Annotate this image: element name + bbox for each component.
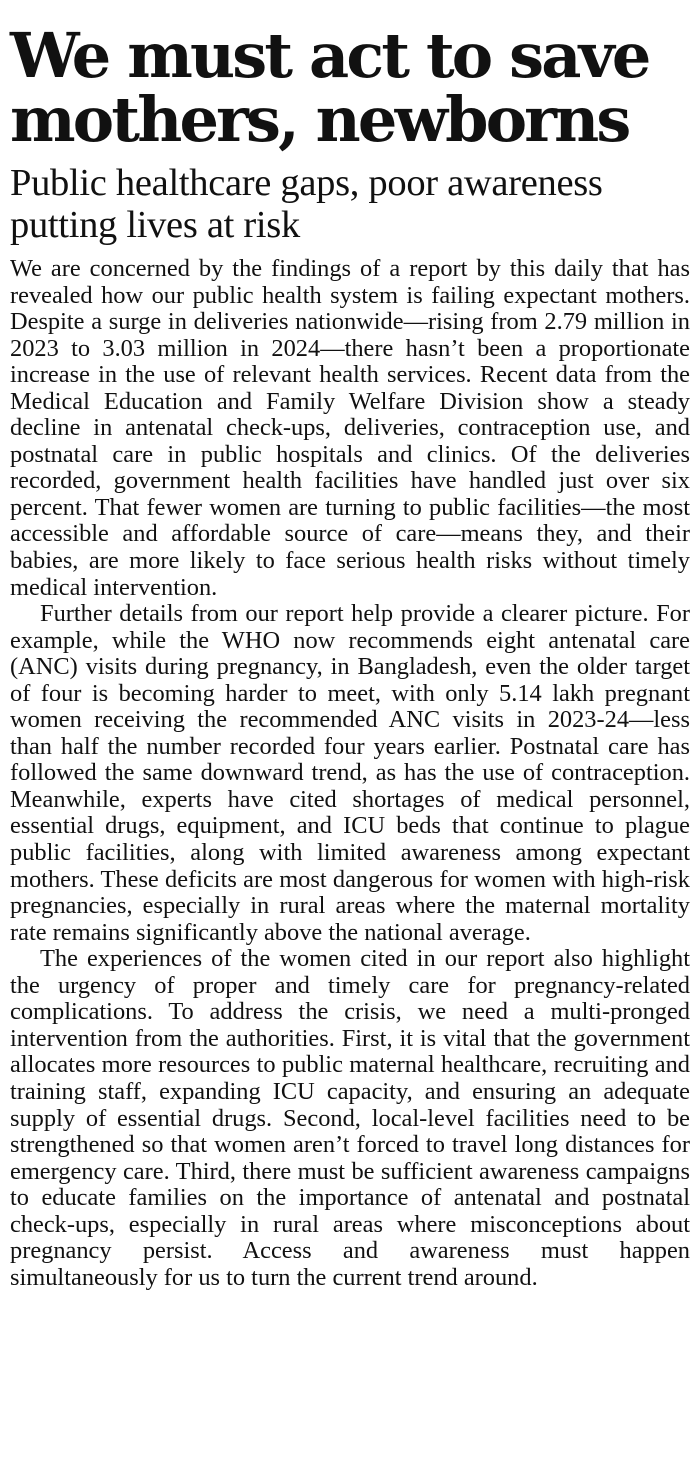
body-paragraph-1: We are concerned by the findings of a report by this daily that has revealed how our public health system is failing expectant mothers. Despite a surge in deliveries nationwide—rising from 2.79 million in 2023 to 3.03 million in 2024—there hasn’t been a proportionate increase in the use of relevant health services. Recent data from the Medical Education and Family Welfare Division show a steady decline in antenatal check-ups, deliveries, contraception use, and postnatal care in public hospitals and clinics. Of the deliveries recorded, government health facilities have handled just over six percent. That fewer women are turning to public facilities—the most accessible and affordable source of care—means they, and their babies, are more likely to face serious health risks without timely medical intervention. (10, 255, 690, 601)
article-body (10, 256, 690, 1291)
body-paragraph-3: The experiences of the women cited in our report also highlight the urgency of proper and timely care for pregnancy-related complications. To address the crisis, we need a multi-pronged intervention from the authorities. First, it is vital that the government allocates more resources to public maternal healthcare, recruiting and training staff, expanding ICU capacity, and ensuring an adequate supply of essential drugs. Second, local-level facilities need to be strengthened so that women aren’t forced to travel long distances for emergency care. Third, there must be sufficient awareness campaigns to educate families on the importance of antenatal and postnatal check-ups, especially in rural areas where misconceptions about pregnancy persist. Access and awareness must happen simultaneously for us to turn the current trend around. (10, 945, 690, 1291)
subheadline: Public healthcare gaps, poor awareness putting lives at risk (10, 162, 603, 246)
editorial-article (0, 19, 700, 1479)
headline: We must act to save mothers, newborns (10, 19, 649, 156)
body-paragraph-2: Further details from our report help provide a clearer picture. For example, while the WHO now recommends eight antenatal care (ANC) visits during pregnancy, in Bangladesh, even the older target of four is becoming harder to meet, with only 5.14 lakh pregnant women receiving the recommended ANC visits in 2023-24—less than half the number recorded four years earlier. Postnatal care has followed the same downward trend, as has the use of contraception. Meanwhile, experts have cited shortages of medical personnel, essential drugs, equipment, and ICU beds that continue to plague public facilities, along with limited awareness among expectant mothers. These deficits are most dangerous for women with high-risk pregnancies, especially in rural areas where the maternal mortality rate remains significantly above the national average. (10, 600, 690, 946)
